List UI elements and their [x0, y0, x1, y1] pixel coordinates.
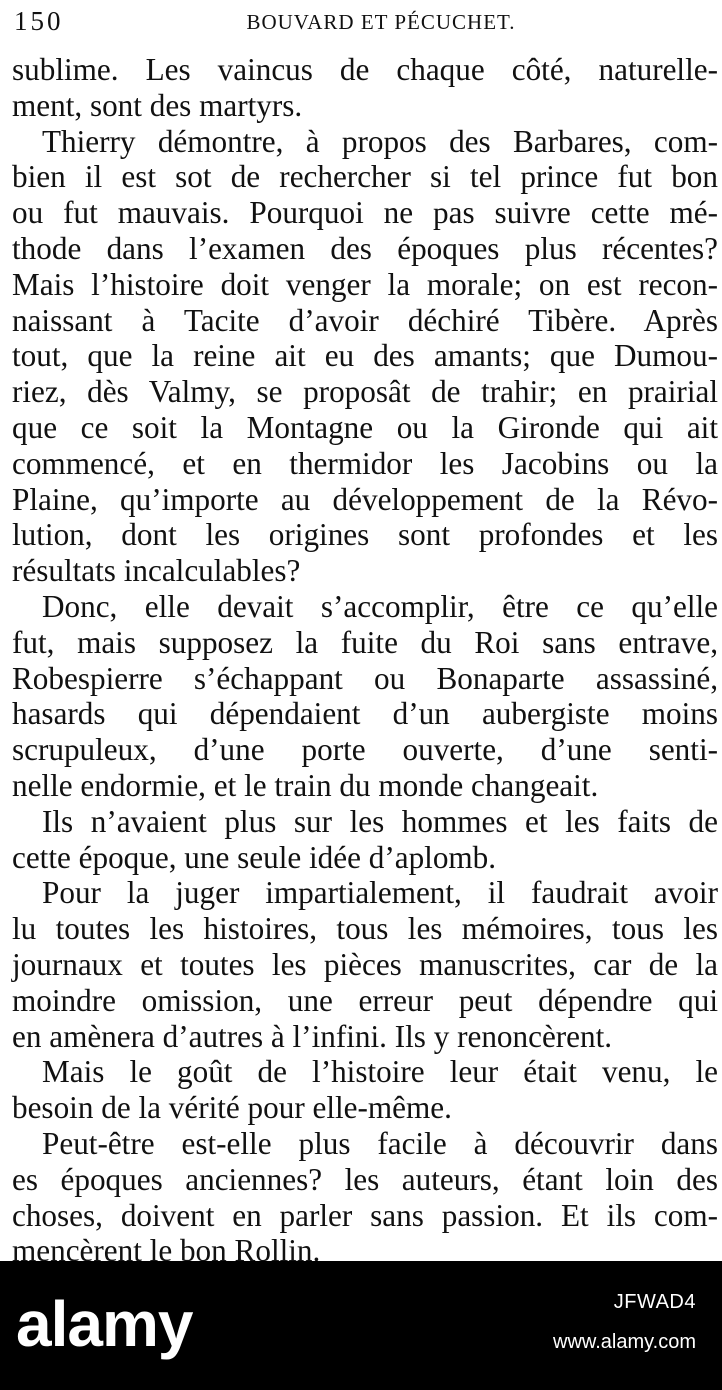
text-line: thode dans l’examen des époques plus récentes?: [12, 230, 718, 266]
text-line: journaux et toutes les pièces manuscrites, car de la: [12, 946, 718, 982]
text-line: scrupuleux, d’une porte ouverte, d’une senti-: [12, 732, 718, 768]
running-title: BOUVARD ET PÉCUCHET.: [246, 10, 516, 34]
text-line: lution, dont les origines sont profondes et les: [12, 517, 718, 553]
text-line: Mais le goût de l’histoire leur était venu, le: [42, 1054, 718, 1090]
body-text: [12, 52, 718, 1261]
text-line: en amènera d’autres à l’infini. Ils y renoncèrent.: [12, 1018, 613, 1054]
text-line: ou fut mauvais. Pourquoi ne pas suivre cette mé-: [12, 195, 718, 231]
text-line: Donc, elle devait s’accomplir, être ce qu’elle: [42, 588, 718, 624]
alamy-logo: alamy: [16, 1288, 193, 1360]
text-line: Plaine, qu’importe au développement de la Révo-: [12, 481, 718, 517]
text-line: Thierry démontre, à propos des Barbares, com-: [42, 123, 718, 159]
text-line: naissant à Tacite d’avoir déchiré Tibère. Après: [12, 302, 718, 338]
text-line: résultats incalculables?: [12, 553, 301, 589]
site-url: www.alamy.com: [553, 1331, 696, 1353]
text-line: bien il est sot de rechercher si tel prince fut bon: [12, 159, 718, 195]
text-line: cette époque, une seule idée d’aplomb.: [12, 839, 497, 875]
watermark-banner: [0, 1261, 722, 1390]
text-line: lu toutes les histoires, tous les mémoires, tous les: [12, 911, 718, 947]
text-line: fut, mais supposez la fuite du Roi sans entrave,: [12, 624, 718, 660]
text-line: Robespierre s’échappant ou Bonaparte assassiné,: [12, 660, 718, 696]
text-line: es époques anciennes? les auteurs, étant loin des: [12, 1161, 718, 1197]
text-line: riez, dès Valmy, se proposât de trahir; en prairial: [12, 374, 718, 410]
text-line: que ce soit la Montagne ou la Gironde qui ait: [12, 409, 718, 445]
text-line: Ils n’avaient plus sur les hommes et les faits de: [42, 803, 718, 839]
text-line: moindre omission, une erreur peut dépendre qui: [12, 982, 718, 1018]
text-line: tout, que la reine ait eu des amants; que Dumou-: [12, 338, 718, 374]
text-line: Peut-être est-elle plus facile à découvrir dans: [42, 1125, 718, 1161]
text-line: sublime. Les vaincus de chaque côté, naturelle-: [12, 52, 718, 87]
text-line: mencèrent le bon Rollin.: [12, 1233, 321, 1261]
text-line: Mais l’histoire doit venger la morale; on est recon-: [12, 266, 718, 302]
text-line: nelle endormie, et le train du monde changeait.: [12, 767, 599, 803]
text-line: commencé, et en thermidor les Jacobins ou la: [12, 445, 718, 481]
image-id: JFWAD4: [613, 1291, 696, 1313]
page-number: 150: [14, 6, 64, 36]
text-line: besoin de la vérité pour elle-même.: [12, 1090, 452, 1126]
text-line: Pour la juger impartialement, il faudrait avoir: [42, 875, 718, 911]
text-line: ment, sont des martyrs.: [12, 87, 303, 123]
text-line: choses, doivent en parler sans passion. Et ils com-: [12, 1197, 718, 1233]
page-header: [14, 4, 708, 38]
text-line: hasards qui dépendaient d’un aubergiste moins: [12, 696, 718, 732]
